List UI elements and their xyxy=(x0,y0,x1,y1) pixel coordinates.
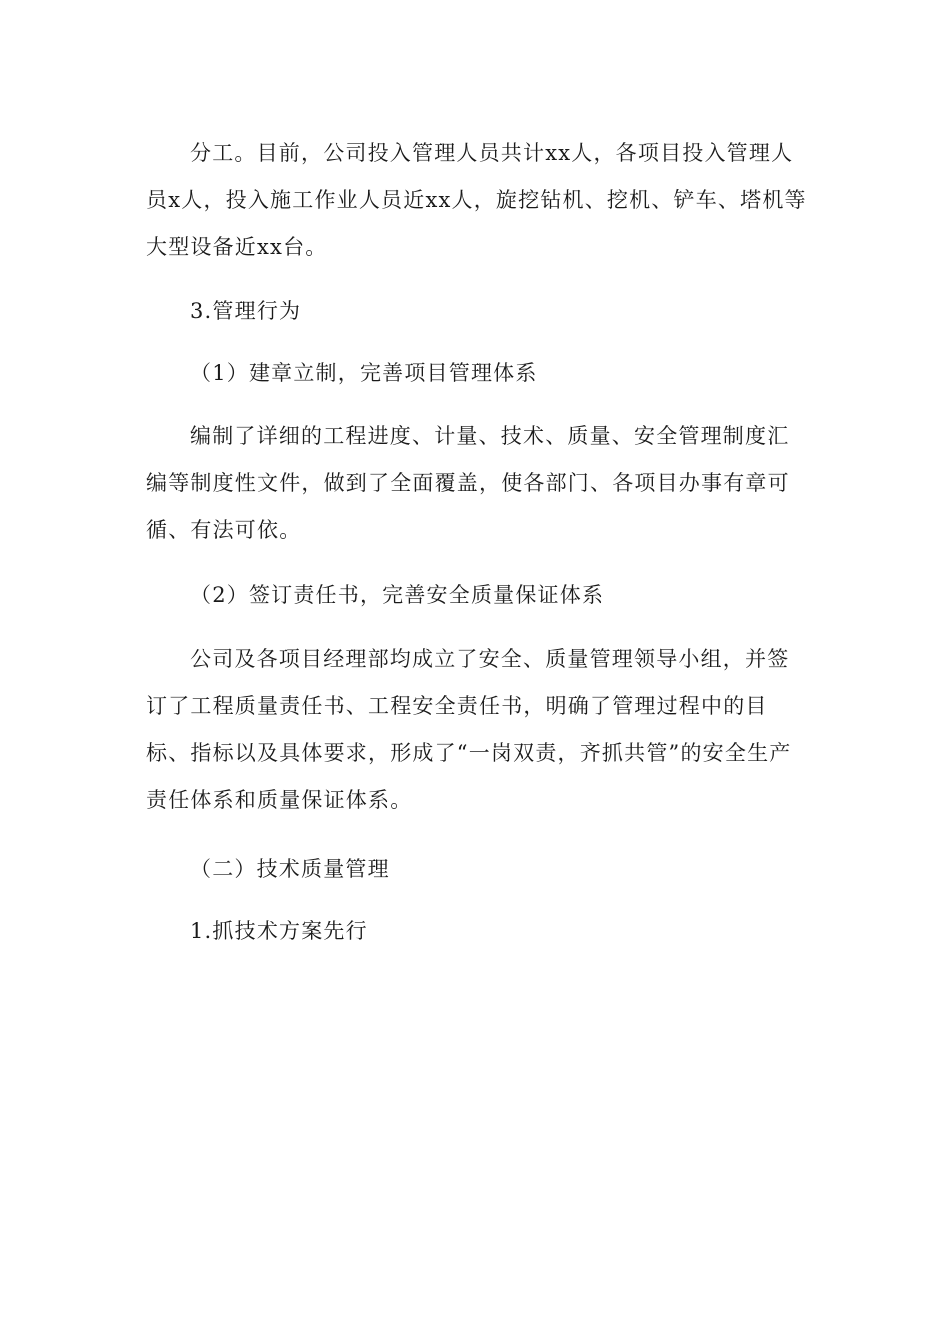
subheading-rules-system: （1）建章立制，完善项目管理体系 xyxy=(190,361,538,385)
paragraph-rules-system: 编制了详细的工程进度、计量、技术、质量、安全管理制度汇编等制度性文件，做到了全面覆盖，使各部门、各项目办事有章可循、有法可依。 xyxy=(146,424,790,542)
paragraph-staffing: 分工。目前，公司投入管理人员共计xx人，各项目投入管理人员x人，投入施工作业人员近xx人，旋挖钻机、挖机、铲车、塔机等大型设备近xx台。 xyxy=(146,141,807,259)
heading-technical-plan-first: 1.抓技术方案先行 xyxy=(190,919,368,943)
heading-management-behavior: 3.管理行为 xyxy=(190,299,302,323)
heading-technical-quality: （二）技术质量管理 xyxy=(190,857,390,881)
paragraph-responsibility: 公司及各项目经理部均成立了安全、质量管理领导小组，并签订了工程质量责任书、工程安全责任书，明确了管理过程中的目标、指标以及具体要求，形成了“一岗双责，齐抓共管”的安全生产责任体系和质量保证体系。 xyxy=(146,647,792,812)
subheading-responsibility: （2）签订责任书，完善安全质量保证体系 xyxy=(190,583,605,607)
